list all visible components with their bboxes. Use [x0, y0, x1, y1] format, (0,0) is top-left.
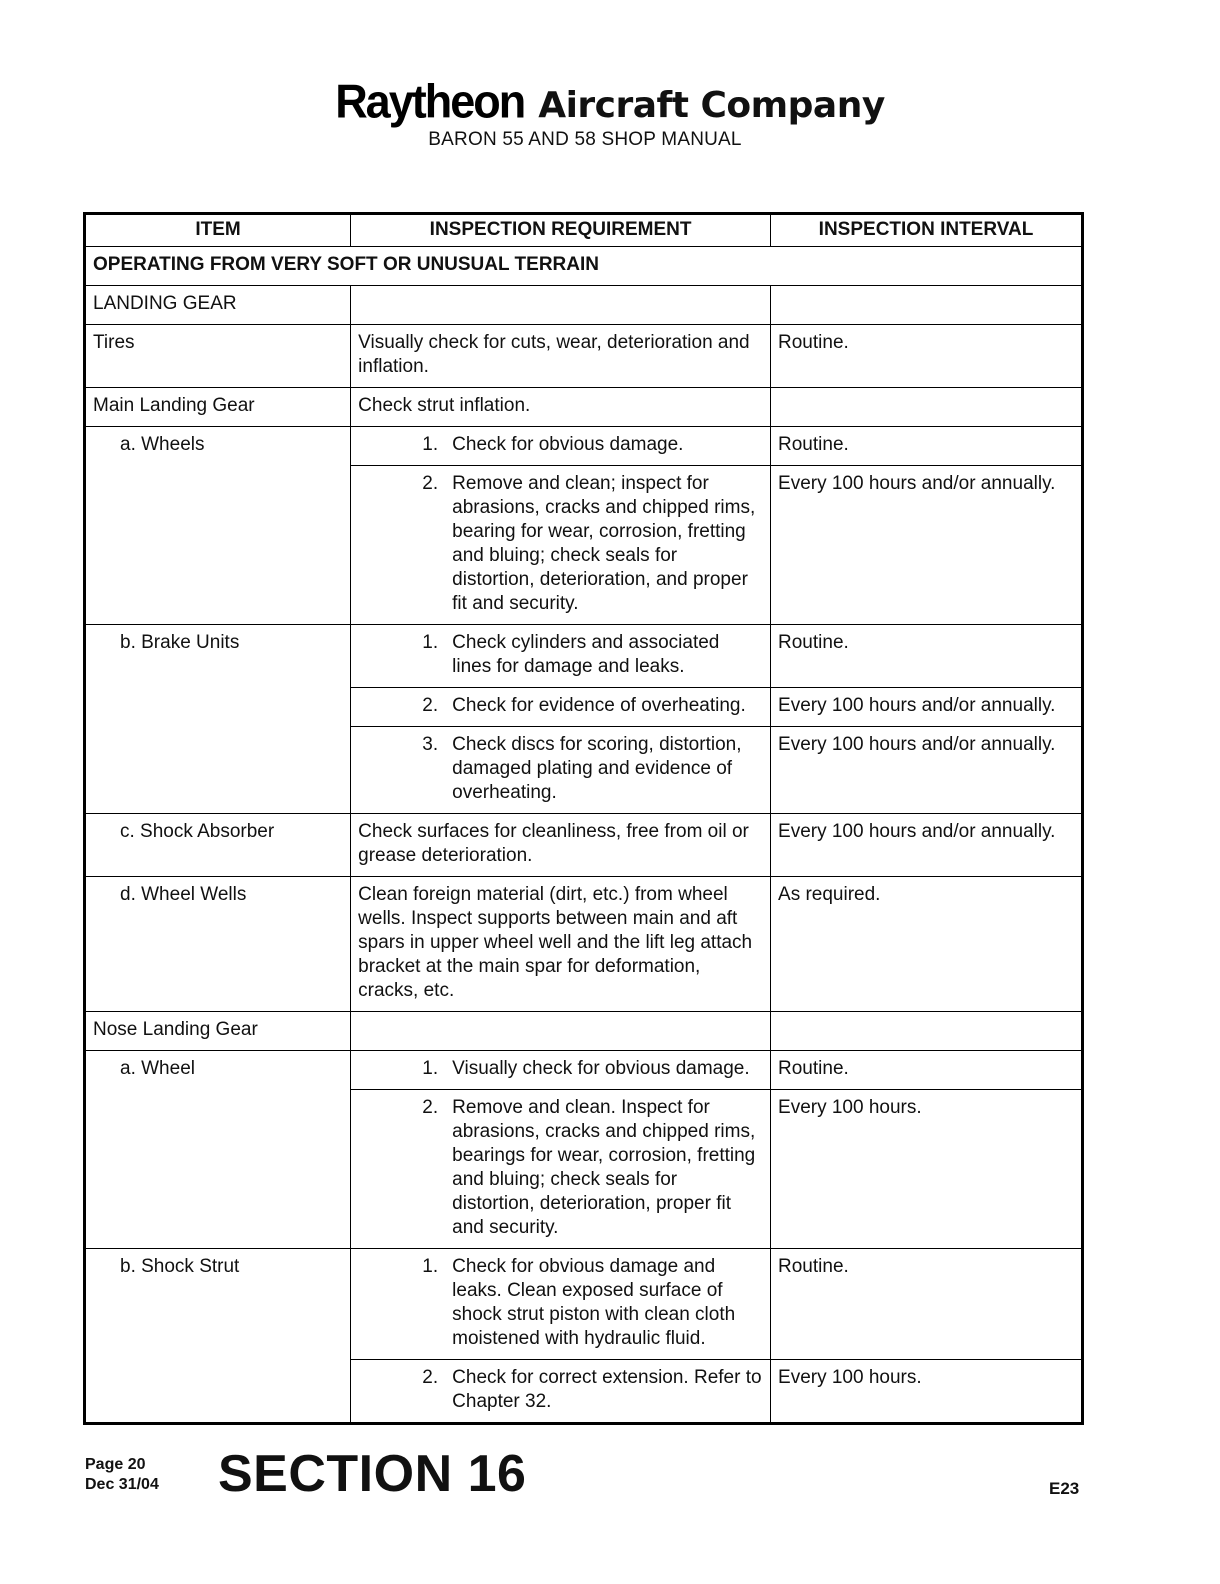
- table-row: [85, 286, 1083, 325]
- interval-cell: Routine.: [771, 427, 1083, 466]
- requirement-cell: [351, 466, 771, 625]
- requirement-cell: [351, 1360, 771, 1424]
- requirement-cell: [351, 1249, 771, 1360]
- requirement-cell: [351, 1090, 771, 1249]
- table-row: [85, 814, 1083, 877]
- step-text: Check discs for scoring, distortion, damaged plating and evidence of overheating.: [452, 734, 742, 803]
- table-row: [85, 877, 1083, 1012]
- column-header-requirement: INSPECTION REQUIREMENT: [351, 214, 771, 247]
- interval-cell: Every 100 hours and/or annually.: [771, 688, 1083, 727]
- requirement-cell: [351, 1012, 771, 1051]
- step-number: 3.: [422, 734, 439, 755]
- table-row: [85, 388, 1083, 427]
- table-row: [85, 1051, 1083, 1090]
- requirement-cell: [351, 427, 771, 466]
- item-cell: d. Wheel Wells: [85, 877, 351, 1012]
- item-cell: Nose Landing Gear: [85, 1012, 351, 1051]
- requirement-cell: [351, 688, 771, 727]
- step-number: 1.: [422, 434, 439, 455]
- interval-cell: Routine.: [771, 325, 1083, 388]
- item-cell: a. Wheels: [85, 427, 351, 625]
- step-number: 2.: [422, 1367, 439, 1388]
- column-header-item: ITEM: [85, 214, 351, 247]
- step-text: Check cylinders and associated lines for damage and leaks.: [452, 632, 720, 677]
- table-row: [85, 1012, 1083, 1051]
- item-cell: b. Brake Units: [85, 625, 351, 814]
- table-row: [85, 1249, 1083, 1360]
- column-header-interval: INSPECTION INTERVAL: [771, 214, 1083, 247]
- requirement-cell: [351, 625, 771, 688]
- interval-cell: Routine.: [771, 1051, 1083, 1090]
- step-text: Remove and clean. Inspect for abrasions, cracks and chipped rims, bearings for wear, corrosion, fretting and bluing; check seals for distortion, deterioration, proper fit and security.: [452, 1097, 756, 1238]
- table-header-row: [85, 214, 1083, 247]
- step-text: Check for obvious damage.: [452, 434, 684, 455]
- interval-cell: Every 100 hours and/or annually.: [771, 727, 1083, 814]
- page-number: Page 20: [85, 1456, 146, 1473]
- page-header: [0, 76, 1220, 128]
- brand-logo-line: [335, 76, 885, 128]
- item-cell: b. Shock Strut: [85, 1249, 351, 1424]
- interval-cell: [771, 286, 1083, 325]
- step-text: Check for correct extension. Refer to Chapter 32.: [452, 1367, 762, 1412]
- requirement-cell: [351, 727, 771, 814]
- interval-cell: Every 100 hours and/or annually.: [771, 814, 1083, 877]
- requirement-cell: Check surfaces for cleanliness, free from oil or grease deterioration.: [351, 814, 771, 877]
- manual-title: BARON 55 AND 58 SHOP MANUAL: [428, 129, 742, 150]
- interval-cell: Routine.: [771, 625, 1083, 688]
- effectivity-code: E23: [1049, 1479, 1080, 1498]
- section-heading-row: [85, 247, 1083, 286]
- requirement-cell: Check strut inflation.: [351, 388, 771, 427]
- step-number: 2.: [422, 473, 439, 494]
- interval-cell: Every 100 hours and/or annually.: [771, 466, 1083, 625]
- interval-cell: Routine.: [771, 1249, 1083, 1360]
- brand-logo: Raytheon: [335, 74, 525, 129]
- step-text: Check for evidence of overheating.: [452, 695, 746, 716]
- company-name: Aircraft Company: [538, 85, 885, 126]
- table-row: [85, 625, 1083, 688]
- revision-date: Dec 31/04: [85, 1476, 159, 1493]
- interval-cell: Every 100 hours.: [771, 1090, 1083, 1249]
- step-number: 1.: [422, 1256, 439, 1277]
- item-cell: Main Landing Gear: [85, 388, 351, 427]
- interval-cell: Every 100 hours.: [771, 1360, 1083, 1424]
- requirement-cell: Clean foreign material (dirt, etc.) from wheel wells. Inspect supports between main and aft spars in upper wheel well and the lift leg attach bracket at the main spar for deformation, cracks, etc.: [351, 877, 771, 1012]
- step-text: Check for obvious damage and leaks. Clean exposed surface of shock strut piston with clean cloth moistened with hydraulic fluid.: [452, 1256, 736, 1349]
- section-title: SECTION 16: [218, 1445, 527, 1503]
- step-text: Visually check for obvious damage.: [452, 1058, 750, 1079]
- step-number: 2.: [422, 695, 439, 716]
- section-heading: OPERATING FROM VERY SOFT OR UNUSUAL TERRAIN: [85, 247, 1083, 286]
- inspection-table: [83, 212, 1084, 1425]
- table-row: [85, 325, 1083, 388]
- requirement-cell: Visually check for cuts, wear, deterioration and inflation.: [351, 325, 771, 388]
- step-text: Remove and clean; inspect for abrasions, cracks and chipped rims, bearing for wear, corrosion, fretting and bluing; check seals for distortion, deterioration, and proper fit and security.: [452, 473, 756, 614]
- interval-cell: [771, 1012, 1083, 1051]
- requirement-cell: [351, 1051, 771, 1090]
- footer-page-info: [85, 1455, 159, 1495]
- requirement-cell: [351, 286, 771, 325]
- item-cell: LANDING GEAR: [85, 286, 351, 325]
- step-number: 1.: [422, 632, 439, 653]
- item-cell: c. Shock Absorber: [85, 814, 351, 877]
- item-cell: Tires: [85, 325, 351, 388]
- interval-cell: As required.: [771, 877, 1083, 1012]
- step-number: 2.: [422, 1097, 439, 1118]
- table-row: [85, 427, 1083, 466]
- step-number: 1.: [422, 1058, 439, 1079]
- item-cell: a. Wheel: [85, 1051, 351, 1249]
- interval-cell: [771, 388, 1083, 427]
